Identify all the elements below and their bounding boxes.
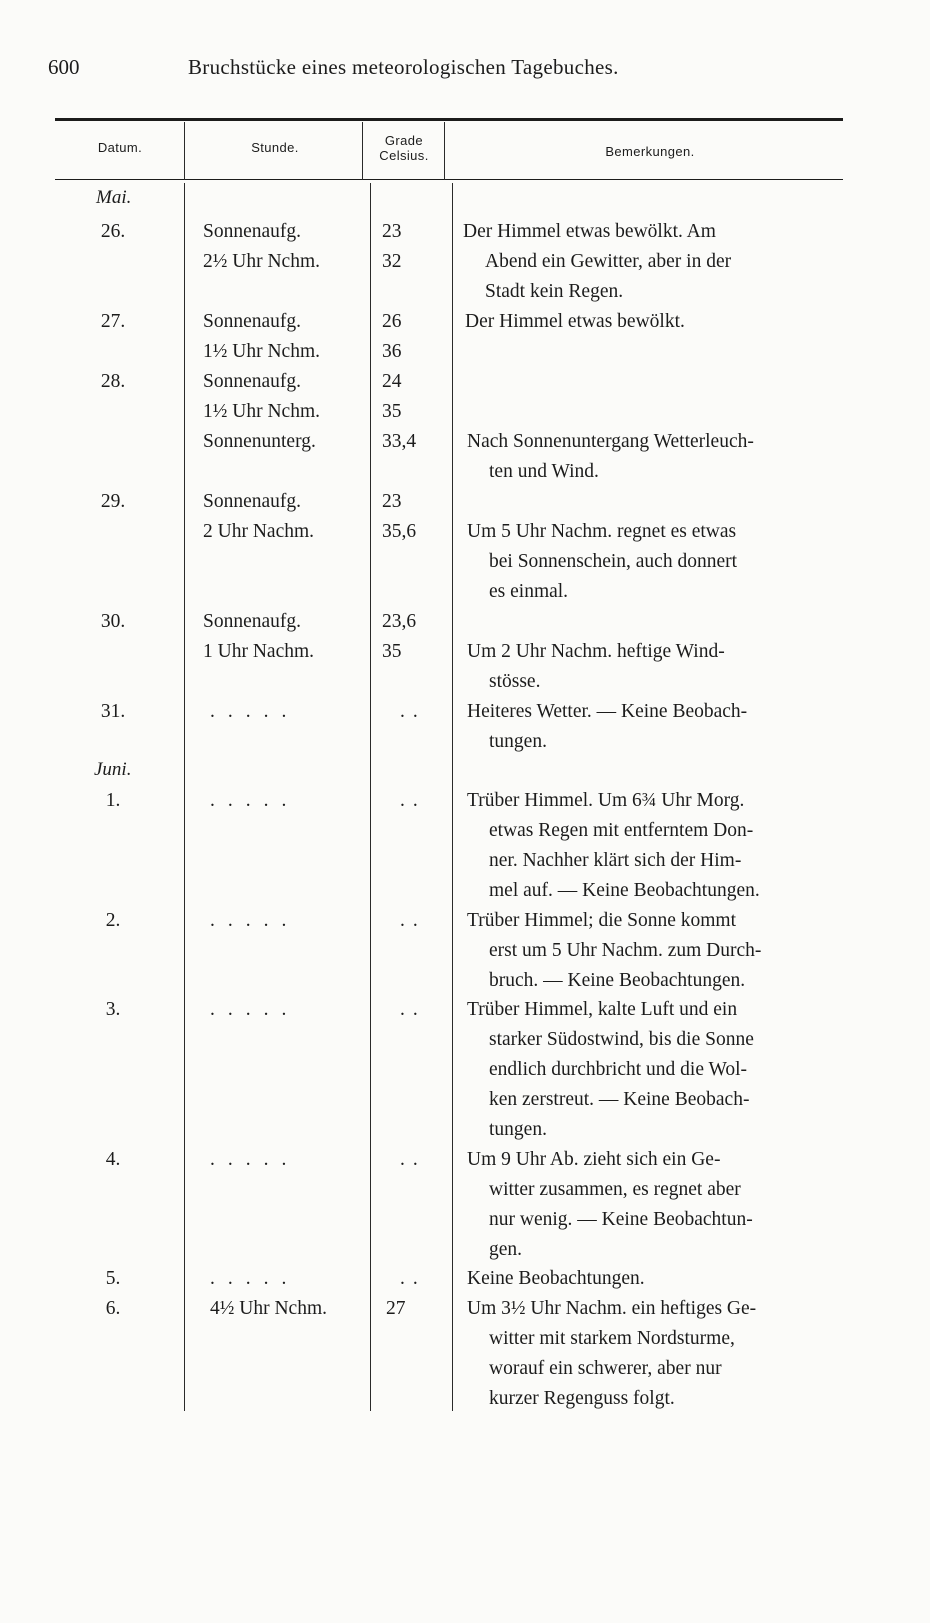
row-time: 2 Uhr Nachm. (203, 521, 315, 542)
remark-line: starker Südostwind, bis die Sonne (489, 1029, 754, 1050)
row-degrees: 26 (382, 311, 402, 332)
column-header-grade-line2: Celsius. (379, 148, 429, 163)
row-date: 1. (105, 790, 121, 811)
remark-line: Nach Sonnenuntergang Wetterleuch- (467, 431, 754, 452)
remark-line: Um 9 Uhr Ab. zieht sich ein Ge- (467, 1149, 721, 1170)
remark-line: witter zusammen, es regnet aber (489, 1179, 741, 1200)
column-header-grade (365, 133, 443, 163)
column-separator (362, 122, 363, 180)
row-time: ..... (210, 790, 300, 811)
remark-block (467, 1145, 847, 1265)
row-degrees: 27 (386, 1298, 406, 1319)
running-title: Bruchstücke eines meteorologischen Tagebuches. (188, 55, 619, 79)
row-degrees: .. (400, 701, 426, 722)
remark-block (467, 906, 847, 996)
row-time: 1½ Uhr Nchm. (203, 341, 320, 362)
page-header (48, 55, 870, 91)
column-header-stunde: Stunde. (251, 140, 299, 155)
remark-block (467, 995, 847, 1145)
remark-line: nur wenig. — Keine Beobachtun- (489, 1209, 753, 1230)
remark-block (467, 427, 847, 487)
remark-line: endlich durchbricht und die Wol- (489, 1059, 748, 1080)
remark-line: bei Sonnenschein, auch donnert (489, 551, 738, 572)
row-degrees: 36 (382, 341, 402, 362)
row-time: ..... (210, 999, 300, 1020)
remark-block (467, 1294, 847, 1414)
column-separator (184, 122, 185, 180)
remark-line: ten und Wind. (489, 461, 599, 482)
row-degrees: .. (400, 1149, 426, 1170)
row-time: 2½ Uhr Nchm. (203, 251, 320, 272)
month-label-mai: Mai. (96, 187, 132, 208)
row-date: 30. (100, 611, 126, 632)
row-degrees: 23 (382, 491, 402, 512)
column-separator (370, 183, 371, 1411)
remark-line: Um 2 Uhr Nachm. heftige Wind- (467, 641, 725, 662)
remark-line: Der Himmel etwas bewölkt. (465, 311, 685, 332)
month-label-juni: Juni. (94, 759, 132, 780)
remark-block (467, 517, 847, 607)
remark-block (463, 217, 843, 307)
row-time: Sonnenaufg. (203, 491, 302, 512)
row-date: 29. (100, 491, 126, 512)
row-time: Sonnenunterg. (203, 431, 316, 452)
remark-line: worauf ein schwerer, aber nur (489, 1358, 722, 1379)
remark-block (467, 786, 847, 906)
row-degrees: 32 (382, 251, 402, 272)
remark-line: Trüber Himmel, kalte Luft und ein (467, 999, 738, 1020)
remark-line: Der Himmel etwas bewölkt. Am (463, 221, 716, 242)
row-date: 6. (105, 1298, 121, 1319)
remark-line: stösse. (489, 671, 541, 692)
page-number: 600 (48, 55, 80, 79)
remark-line: Um 5 Uhr Nachm. regnet es etwas (467, 521, 737, 542)
remark-line: etwas Regen mit entferntem Don- (489, 820, 754, 841)
remark-block (465, 307, 845, 337)
row-degrees: .. (400, 999, 426, 1020)
remark-line: ner. Nachher klärt sich der Him- (489, 850, 742, 871)
remark-line: Um 3½ Uhr Nachm. ein heftiges Ge- (467, 1298, 757, 1319)
row-date: 5. (105, 1268, 121, 1289)
remark-line: es einmal. (489, 581, 569, 602)
row-date: 27. (100, 311, 126, 332)
row-degrees: 35 (382, 641, 402, 662)
remark-line: Stadt kein Regen. (485, 281, 624, 302)
remark-line: gen. (489, 1239, 523, 1260)
remark-line: Heiteres Wetter. — Keine Beobach- (467, 701, 748, 722)
row-degrees: .. (400, 910, 426, 931)
table-header-rule (55, 179, 843, 180)
row-degrees: 24 (382, 371, 402, 392)
column-separator (452, 183, 453, 1411)
remark-line: Trüber Himmel. Um 6¾ Uhr Morg. (467, 790, 745, 811)
row-time: Sonnenaufg. (203, 311, 302, 332)
row-time: Sonnenaufg. (203, 221, 302, 242)
remark-line: tungen. (489, 1119, 547, 1140)
row-date: 28. (100, 371, 126, 392)
remark-block (467, 697, 847, 757)
column-separator (444, 122, 445, 180)
remark-line: Keine Beobachtungen. (467, 1268, 645, 1289)
row-degrees: .. (400, 1268, 426, 1289)
remark-line: Abend ein Gewitter, aber in der (485, 251, 732, 272)
row-time: 1½ Uhr Nchm. (203, 401, 320, 422)
row-date: 4. (105, 1149, 121, 1170)
row-time: ..... (210, 910, 300, 931)
remark-line: erst um 5 Uhr Nachm. zum Durch- (489, 940, 762, 961)
column-header-bemerkungen: Bemerkungen. (605, 144, 695, 159)
column-header-datum: Datum. (97, 140, 143, 155)
row-degrees: .. (400, 790, 426, 811)
row-time: ..... (210, 701, 300, 722)
row-time: ..... (210, 1268, 300, 1289)
remark-line: tungen. (489, 731, 547, 752)
table-top-rule (55, 118, 843, 121)
remark-line: witter mit starkem Nordsturme, (489, 1328, 735, 1349)
row-degrees: 23 (382, 221, 402, 242)
column-header-grade-line1: Grade (384, 133, 424, 148)
row-date: 26. (100, 221, 126, 242)
row-degrees: 35 (382, 401, 402, 422)
row-date: 3. (105, 999, 121, 1020)
row-time: Sonnenaufg. (203, 371, 302, 392)
row-time: ..... (210, 1149, 300, 1170)
row-time: 1 Uhr Nachm. (203, 641, 315, 662)
row-time: Sonnenaufg. (203, 611, 302, 632)
remark-line: mel auf. — Keine Beobachtungen. (489, 880, 760, 901)
row-time: 4½ Uhr Nchm. (210, 1298, 327, 1319)
row-degrees: 33,4 (382, 431, 417, 452)
row-date: 31. (100, 701, 126, 722)
remark-block (467, 637, 847, 697)
column-separator (184, 183, 185, 1411)
remark-line: bruch. — Keine Beobachtungen. (489, 970, 746, 991)
remark-line: ken zerstreut. — Keine Beobach- (489, 1089, 750, 1110)
row-degrees: 35,6 (382, 521, 417, 542)
remark-block (467, 1264, 847, 1294)
remark-line: kurzer Regenguss folgt. (489, 1388, 675, 1409)
remark-line: Trüber Himmel; die Sonne kommt (467, 910, 737, 931)
row-degrees: 23,6 (382, 611, 417, 632)
row-date: 2. (105, 910, 121, 931)
